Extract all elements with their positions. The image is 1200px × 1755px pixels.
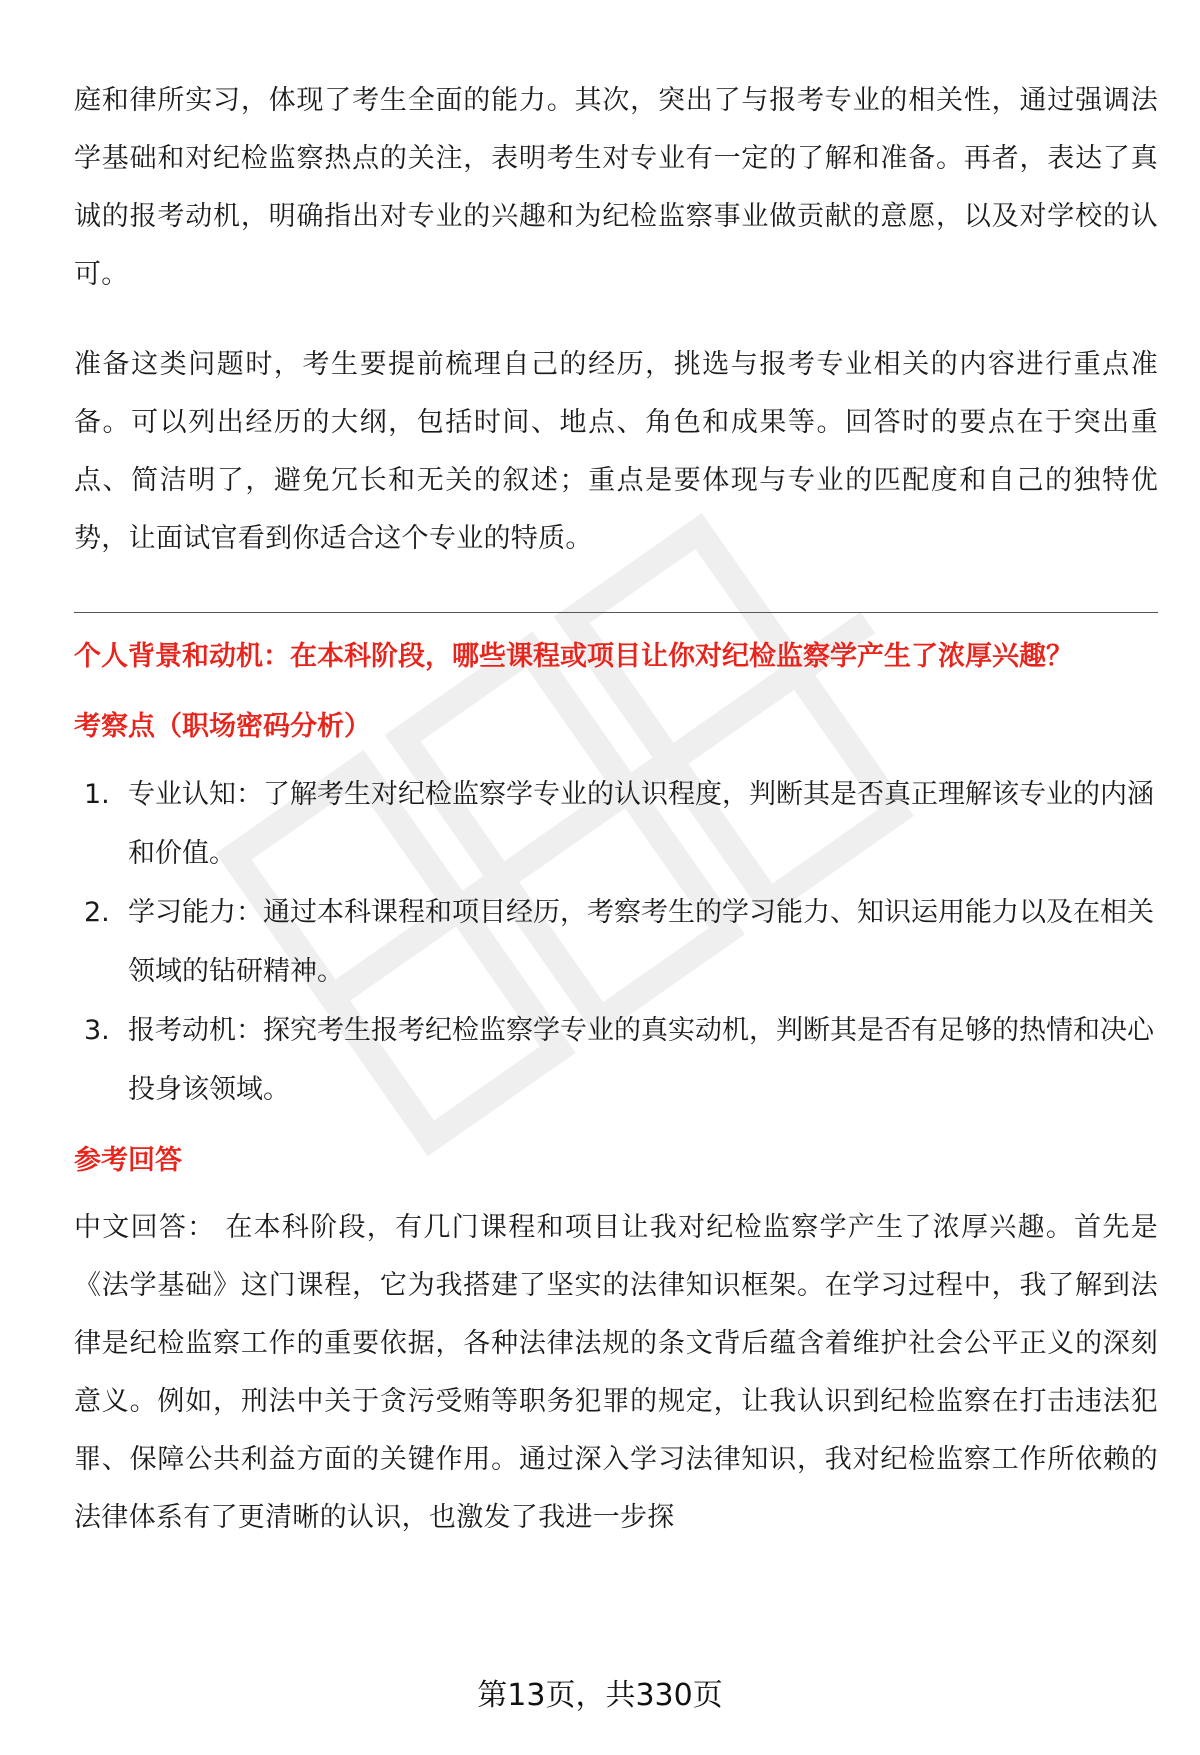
- list-item-number: 1.: [84, 779, 110, 810]
- list-item: [74, 883, 1158, 1001]
- points-list: [74, 765, 1158, 1119]
- list-item-number: 2.: [84, 897, 110, 928]
- answer-heading: 参考回答: [74, 1145, 182, 1176]
- list-item: [74, 765, 1158, 883]
- list-item: [74, 1001, 1158, 1119]
- intro-paragraph: 庭和律所实习，体现了考生全面的能力。其次，突出了与报考专业的相关性，通过强调法学基础和对纪检监察热点的关注，表明考生对专业有一定的了解和准备。再者，表达了真诚的报考动机，明确指出对专业的兴趣和为纪检监察事业做贡献的意愿，以及对学校的认可。: [74, 85, 1158, 290]
- list-item-text: 学习能力：通过本科课程和项目经历，考察考生的学习能力、知识运用能力以及在相关领域的钻研精神。: [128, 897, 1154, 987]
- answer-paragraph: 中文回答： 在本科阶段，有几门课程和项目让我对纪检监察学产生了浓厚兴趣。首先是《法学基础》这门课程，它为我搭建了坚实的法律知识框架。在学习过程中，我了解到法律是纪检监察工作的重要依据，各种法律法规的条文背后蕴含着维护社会公平正义的深刻意义。例如，刑法中关于贪污受贿等职务犯罪的规定，让我认识到纪检监察在打击违法犯罪、保障公共利益方面的关键作用。通过深入学习法律知识，我对纪检监察工作所依赖的法律体系有了更清晰的认识，也激发了我进一步探: [74, 1212, 1158, 1533]
- points-heading: 考察点（职场密码分析）: [74, 711, 371, 742]
- section-divider: [74, 612, 1158, 613]
- page-content: [74, 72, 1158, 1547]
- list-item-text: 报考动机：探究考生报考纪检监察学专业的真实动机，判断其是否有足够的热情和决心投身该领域。: [128, 1015, 1154, 1105]
- question-heading: 个人背景和动机：在本科阶段，哪些课程或项目让你对纪检监察学产生了浓厚兴趣？: [74, 641, 1073, 672]
- preparation-paragraph: 准备这类问题时，考生要提前梳理自己的经历，挑选与报考专业相关的内容进行重点准备。可以列出经历的大纲，包括时间、地点、角色和成果等。回答时的要点在于突出重点、简洁明了，避免冗长和无关的叙述；重点是要体现与专业的匹配度和自己的独特优势，让面试官看到你适合这个专业的特质。: [74, 349, 1158, 554]
- page-number-footer: 第13页，共330页: [477, 1678, 723, 1713]
- list-item-number: 3.: [84, 1015, 110, 1046]
- list-item-text: 专业认知：了解考生对纪检监察学专业的认识程度，判断其是否真正理解该专业的内涵和价值。: [128, 779, 1154, 869]
